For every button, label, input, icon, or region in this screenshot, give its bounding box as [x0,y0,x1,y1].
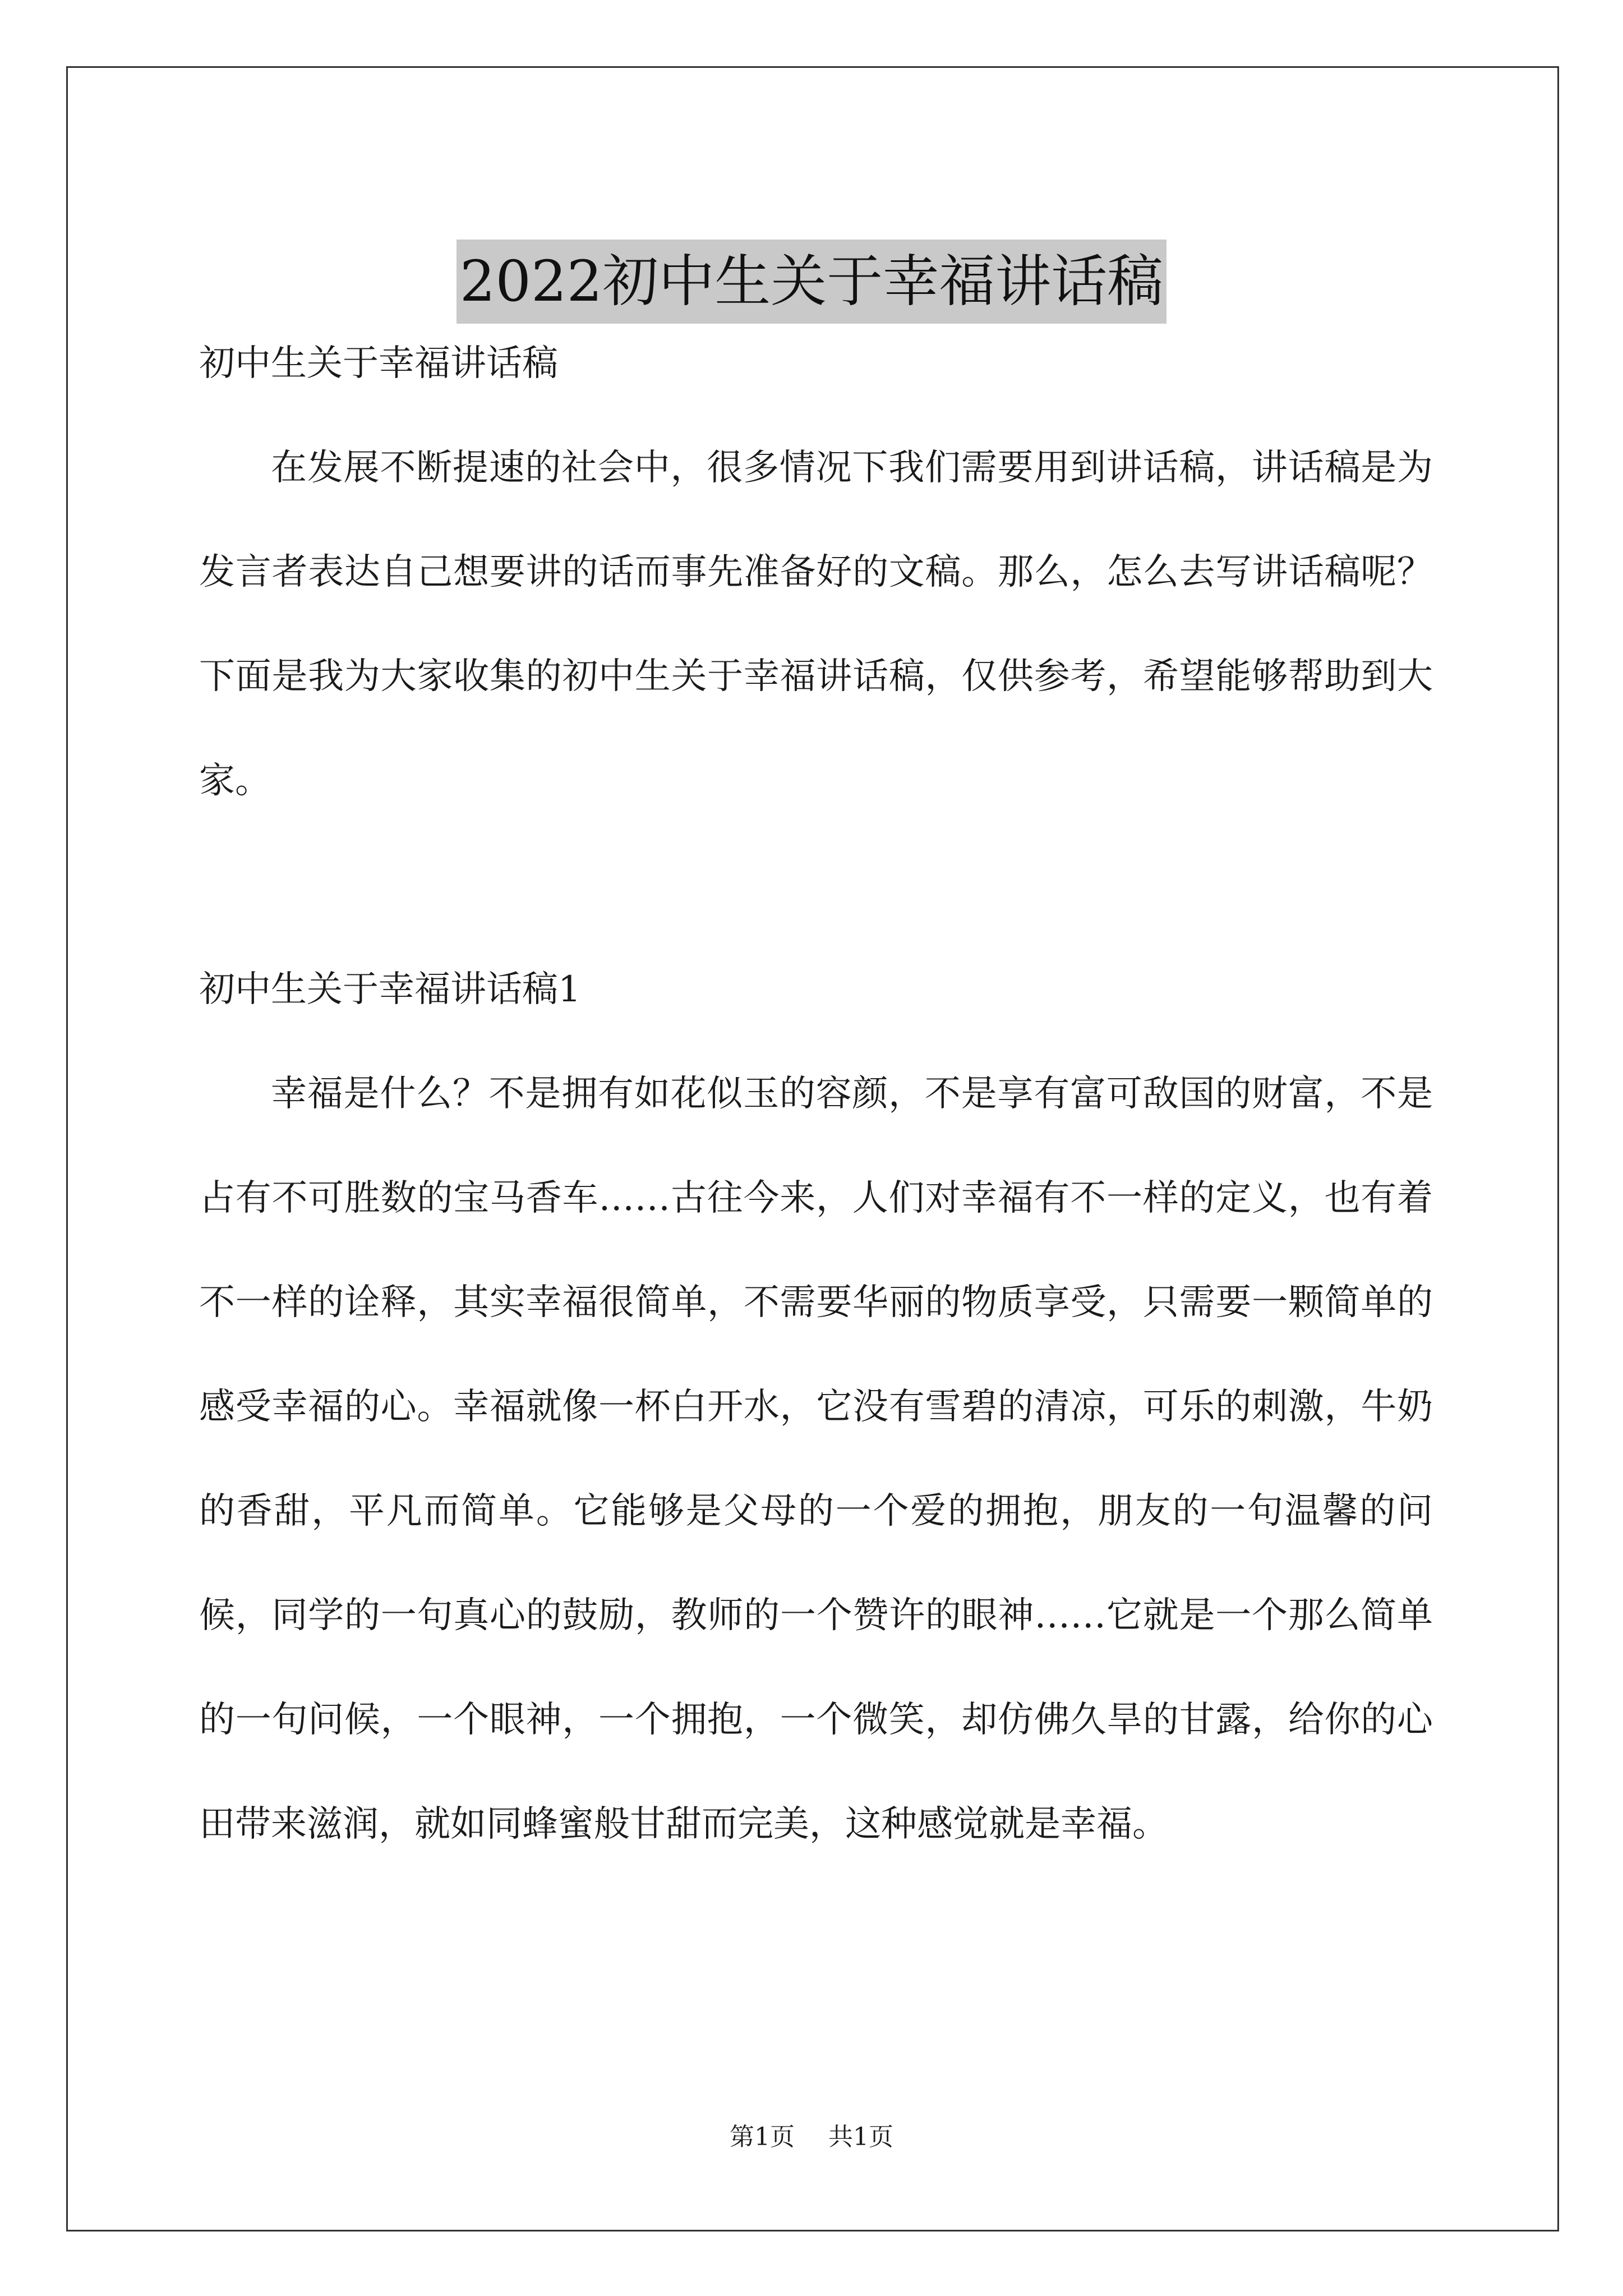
section-heading: 初中生关于幸福讲话稿1 [199,969,581,1010]
page-footer [0,2120,1623,2154]
document-title: 2022初中生关于幸福讲话稿 [457,240,1167,324]
subtitle: 初中生关于幸福讲话稿 [199,343,558,384]
page-total: 共1页 [828,2123,893,2151]
paragraph-spacer [199,833,1433,937]
intro-paragraph: 在发展不断提速的社会中，很多情况下我们需要用到讲话稿，讲话稿是为发言者表达自己想要讲的话而事先准备好的文稿。那么，怎么去写讲话稿呢？下面是我为大家收集的初中生关于幸福讲话稿，仅供参考，希望能够帮助到大家。 [199,447,1433,802]
document-body [199,311,1433,1876]
page-number: 第1页 [730,2123,795,2151]
section-paragraph: 幸福是什么？不是拥有如花似玉的容颜，不是享有富可敌国的财富，不是占有不可胜数的宝马香车……古往今来，人们对幸福有不一样的定义，也有着不一样的诠释，其实幸福很简单，不需要华丽的物质享受，只需要一颗简单的感受幸福的心。幸福就像一杯白开水，它没有雪碧的清凉，可乐的刺激，牛奶的香甜，平凡而简单。它能够是父母的一个爱的拥抱，朋友的一句温馨的问候，同学的一句真心的鼓励，教师的一个赞许的眼神……它就是一个那么简单的一句问候，一个眼神，一个拥抱，一个微笑，却仿佛久旱的甘露，给你的心田带来滋润，就如同蜂蜜般甘甜而完美，这种感觉就是幸福。 [199,1073,1433,1845]
